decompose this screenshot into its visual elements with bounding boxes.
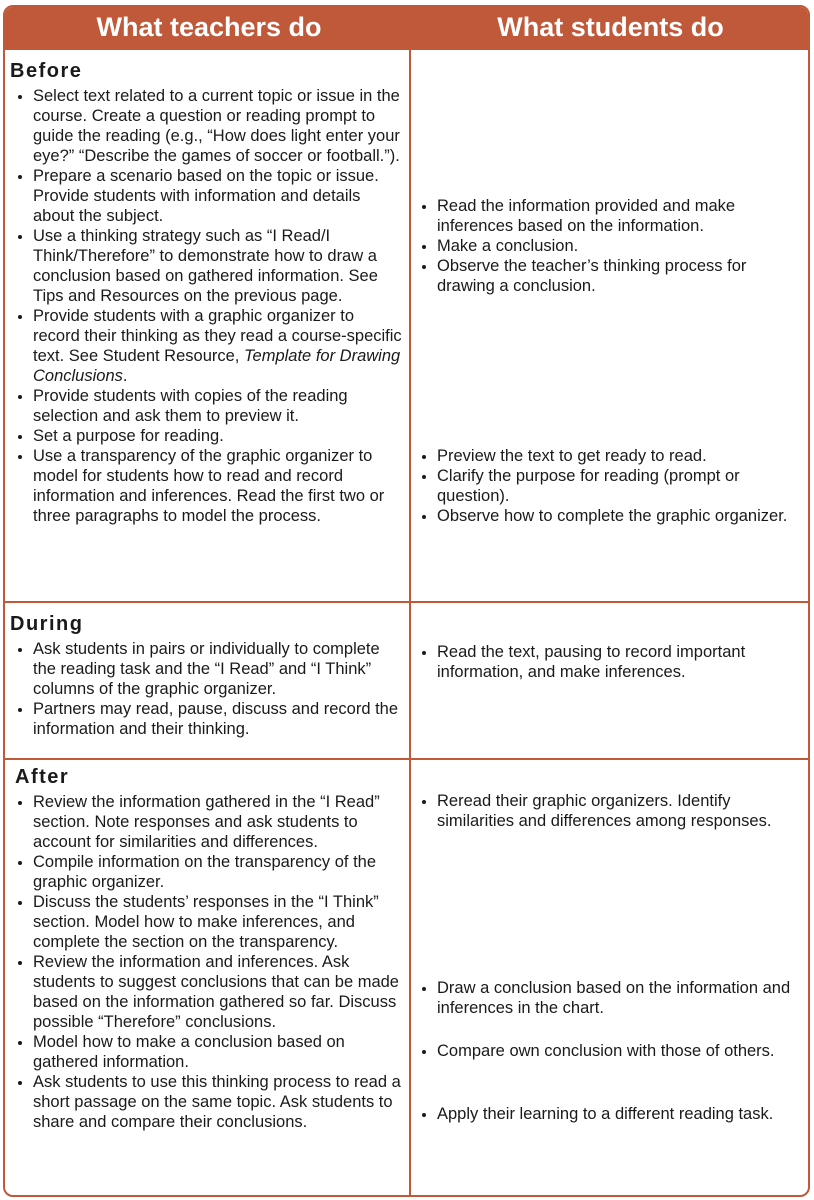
header-students: What students do — [497, 12, 724, 42]
list-item: • Partners may read, pause, discuss and record the information and their thinking. — [33, 699, 403, 739]
list-item: • Select text related to a current topic or issue in the course. Create a question or reading prompt to guide the reading (e.g., “How does light enter your eye?” “Describe the games of soccer or football.”). — [33, 86, 403, 166]
list-item: • Ask students in pairs or individually to complete the reading task and the “I Read” and “I Think” columns of the graphic organizer. — [33, 639, 403, 699]
list-item: • Draw a conclusion based on the information and inferences in the chart. — [437, 978, 800, 1018]
student-list — [413, 978, 800, 1018]
list-item: • Discuss the students’ responses in the “I Think” section. Model how to make inferences, and complete the section on the transparency. — [33, 892, 403, 952]
list-item: • Observe the teacher’s thinking process for drawing a conclusion. — [437, 256, 800, 296]
list-item: • Apply their learning to a different reading task. — [437, 1104, 800, 1124]
list-item: • Provide students with a graphic organizer to record their thinking as they read a course-specific text. See Student Resource, Template for Drawing Conclusions. — [33, 306, 403, 386]
list-item: • Compare own conclusion with those of others. — [437, 1041, 800, 1061]
row-after — [5, 758, 808, 1196]
row-during — [5, 601, 808, 758]
header-teachers: What teachers do — [96, 12, 322, 42]
strategy-table — [3, 5, 810, 1197]
list-item: • Clarify the purpose for reading (prompt or question). — [437, 466, 800, 506]
resource-title: Template for Drawing Conclusions — [33, 347, 401, 385]
list-item: • Preview the text to get ready to read. — [437, 446, 800, 466]
list-item: • Make a conclusion. — [437, 236, 800, 256]
row-before — [5, 48, 808, 601]
list-item: • Read the information provided and make inferences based on the information. — [437, 196, 800, 236]
section-heading: Before — [10, 60, 83, 82]
table-header — [5, 7, 808, 48]
during-teacher-cell — [5, 603, 411, 758]
student-list — [413, 642, 800, 682]
during-student-cell — [411, 603, 808, 758]
student-list — [413, 1104, 800, 1124]
list-item: • Ask students to use this thinking process to read a short passage on the same topic. Ask students to share and compare their conclusions. — [33, 1072, 403, 1132]
section-heading: During — [10, 613, 84, 635]
after-student-cell — [411, 760, 808, 1196]
teacher-list — [9, 792, 403, 1132]
student-list — [413, 1041, 800, 1061]
list-item: • Prepare a scenario based on the topic or issue. Provide students with information and details about the subject. — [33, 166, 403, 226]
item-text: Provide students with a graphic organizer to record their thinking as they read a course-specific text. See Student Resource, — [33, 307, 402, 365]
list-item: • Review the information and inferences. Ask students to suggest conclusions that can be made based on the information gathered so far. Discuss possible “Therefore” conclusions. — [33, 952, 403, 1032]
list-item: • Read the text, pausing to record important information, and make inferences. — [437, 642, 800, 682]
list-item: • Observe how to complete the graphic organizer. — [437, 506, 800, 526]
before-teacher-cell — [5, 50, 411, 601]
student-list — [413, 446, 800, 526]
student-list — [413, 791, 800, 831]
section-heading: After — [15, 766, 70, 788]
student-list — [413, 196, 800, 296]
list-item: • Compile information on the transparency of the graphic organizer. — [33, 852, 403, 892]
list-item: • Provide students with copies of the reading selection and ask them to preview it. — [33, 386, 403, 426]
list-item: • Use a transparency of the graphic organizer to model for students how to read and record information and inferences. Read the first two or three paragraphs to model the process. — [33, 446, 403, 526]
list-item: • Set a purpose for reading. — [33, 426, 403, 446]
teacher-list — [9, 86, 403, 526]
teacher-list — [9, 639, 403, 739]
before-student-cell — [411, 50, 808, 601]
list-item: • Review the information gathered in the “I Read” section. Note responses and ask students to account for similarities and differences. — [33, 792, 403, 852]
after-teacher-cell — [5, 760, 411, 1196]
list-item: • Model how to make a conclusion based on gathered information. — [33, 1032, 403, 1072]
list-item: • Use a thinking strategy such as “I Read/I Think/Therefore” to demonstrate how to draw a conclusion based on gathered information. See Tips and Resources on the previous page. — [33, 226, 403, 306]
list-item: • Reread their graphic organizers. Identify similarities and differences among responses. — [437, 791, 800, 831]
